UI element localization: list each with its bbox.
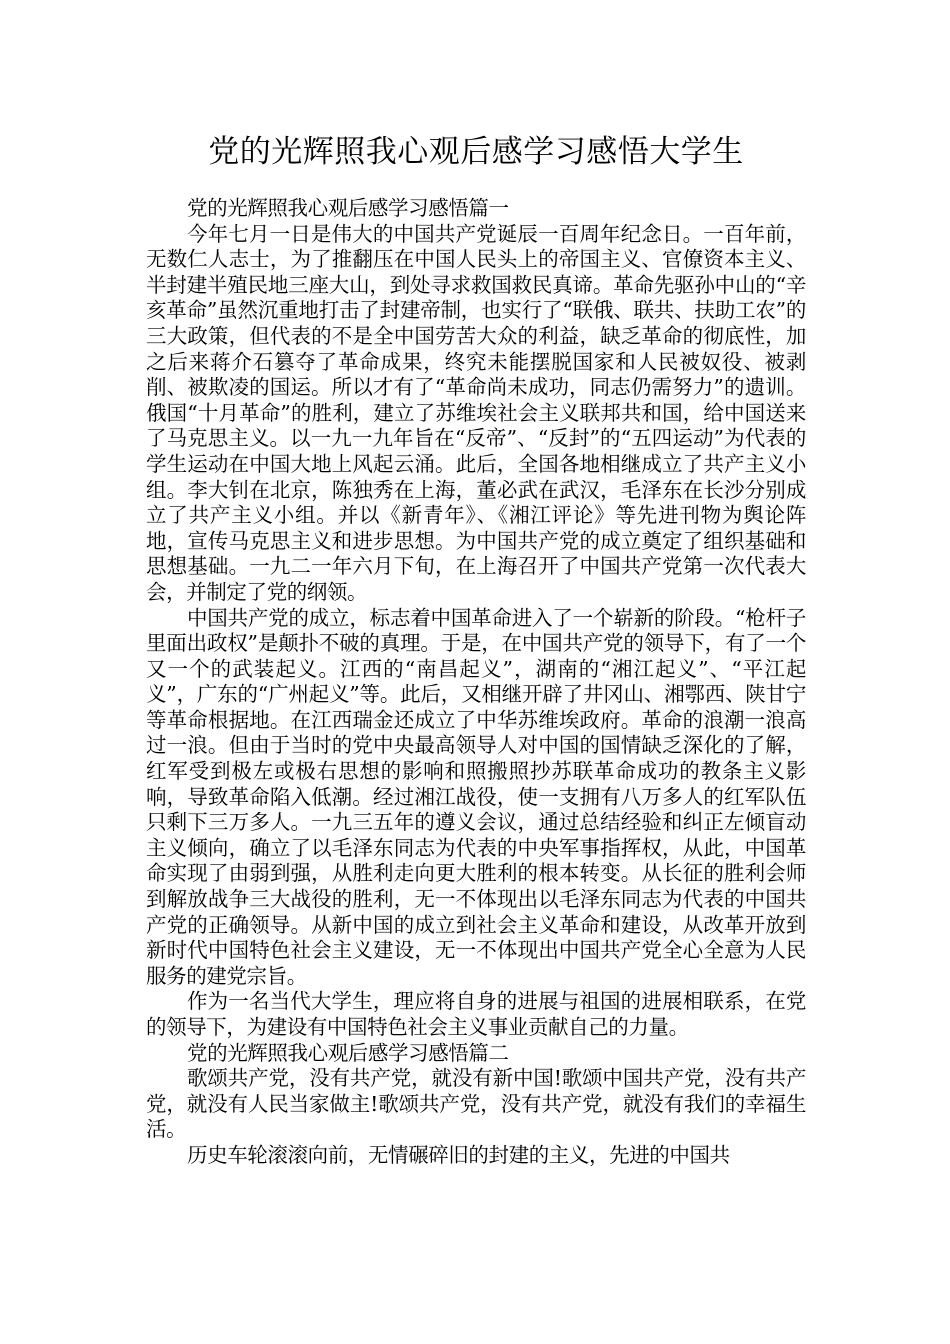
document-body: [146, 196, 806, 1169]
paragraph: 中国共产党的成立，标志着中国革命进入了一个崭新的阶段。“枪杆子里面出政权”是颠扑不破的真理。于是，在中国共产党的领导下，有了一个又一个的武装起义。江西的“南昌起义”，湖南的“湘江起义”、“平江起义”，广东的“广州起义”等。此后，又相继开辟了井冈山、湘鄂西、陕甘宁等革命根据地。在江西瑞金还成立了中华苏维埃政府。革命的浪潮一浪高过一浪。但由于当时的党中央最高领导人对中国的国情缺乏深化的了解，红军受到极左或极右思想的影响和照搬照抄苏联革命成功的教条主义影响，导致革命陷入低潮。经过湘江战役，使一支拥有八万多人的红军队伍只剩下三万多人。一九三五年的遵义会议，通过总结经验和纠正左倾盲动主义倾向，确立了以毛泽东同志为代表的中央军事指挥权，从此，中国革命实现了由弱到强，从胜利走向更大胜利的根本转变。从长征的胜利会师到解放战争三大战役的胜利，无一不体现出以毛泽东同志为代表的中国共产党的正确领导。从新中国的成立到社会主义革命和建设，从改革开放到新时代中国特色社会主义建设，无一不体现出中国共产党全心全意为人民服务的建党宗旨。: [146, 605, 806, 988]
section-heading-1: 党的光辉照我心观后感学习感悟篇一: [187, 196, 509, 220]
paragraph: 歌颂共产党，没有共产党，就没有新中国!歌颂中国共产党，没有共产党，就没有人民当家做主!歌颂共产党，没有共产党，就没有我们的幸福生活。: [146, 1066, 806, 1142]
document-page: [146, 0, 806, 1169]
document-title: 党的光辉照我心观后感学习感悟大学生: [208, 134, 744, 170]
section-heading-2: 党的光辉照我心观后感学习感悟篇二: [187, 1040, 509, 1065]
paragraph: 今年七月一日是伟大的中国共产党诞辰一百周年纪念日。一百年前，无数仁人志士，为了推翻压在中国人民头上的帝国主义、官僚资本主义、半封建半殖民地三座大山，到处寻求救国救民真谛。革命先驱孙中山的“辛亥革命”虽然沉重地打击了封建帝制，也实行了“联俄、联共、扶助工农”的三大政策，但代表的不是全中国劳苦大众的利益，缺乏革命的彻底性，加之后来蒋介石篡夺了革命成果，终究未能摆脱国家和人民被奴役、被剥削、被欺凌的国运。所以才有了“革命尚未成功，同志仍需努力”的遗训。俄国“十月革命”的胜利，建立了苏维埃社会主义联邦共和国，给中国送来了马克思主义。以一九一九年旨在“反帝”、“反封”的“五四运动”为代表的学生运动在中国大地上风起云涌。此后，全国各地相继成立了共产主义小组。李大钊在北京，陈独秀在上海，董必武在武汉，毛泽东在长沙分别成立了共产主义小组。并以《新青年》、《湘江评论》等先进刊物为舆论阵地，宣传马克思主义和进步思想。为中国共产党的成立奠定了组织基础和思想基础。一九二一年六月下旬，在上海召开了中国共产党第一次代表大会，并制定了党的纲领。: [146, 221, 806, 604]
paragraph: 作为一名当代大学生，理应将自身的进展与祖国的进展相联系，在党的领导下，为建设有中国特色社会主义事业贡献自己的力量。: [146, 989, 806, 1039]
paragraph: 历史车轮滚滚向前，无情碾碎旧的封建的主义，先进的中国共: [187, 1142, 730, 1167]
